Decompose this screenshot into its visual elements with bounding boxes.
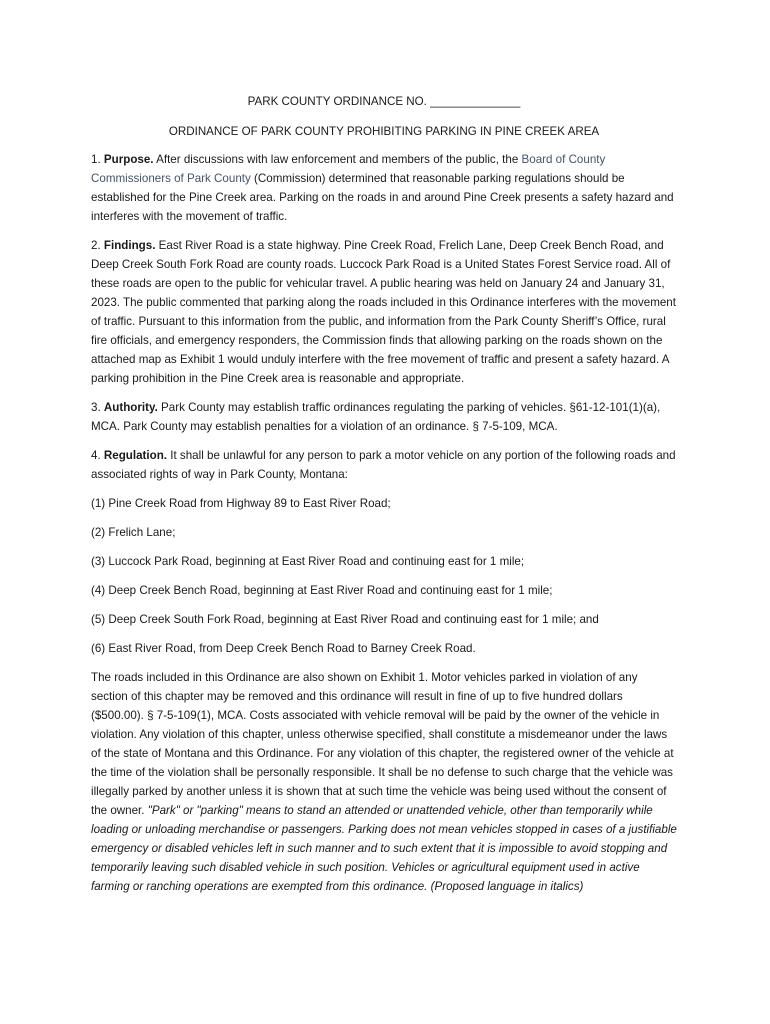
section-text: Park County may establish traffic ordinances regulating the parking of vehicles. §61-12-101(1)(a), MCA. Park County may establish penalties for a violation of an ordinance. § 7-5-109, MCA.: [91, 401, 661, 433]
road-list-item: (6) East River Road, from Deep Creek Bench Road to Barney Creek Road.: [91, 642, 476, 655]
closing-text: The roads included in this Ordinance are also shown on Exhibit 1. Motor vehicles parked in violation of any section of this chapter may be removed and this ordinance will result in fine of up to five hundred dollars ($500.00). § 7-5-109(1), MCA. Costs associated with vehicle removal will be paid by the owner of the vehicle in violation. Any violation of this chapter, unless otherwise specified, shall constitute a misdemeanor under the laws of the state of Montana and this Ordinance. For any violation of this chapter, the registered owner of the vehicle at the time of the violation shall be personally responsible. It shall be no defense to such charge that the vehicle was illegally parked by another unless it is shown that at such time the vehicle was being used without the consent of the owner.: [91, 671, 674, 817]
section-heading: Authority.: [103, 401, 158, 414]
section-text: (Commission) determined that reasonable parking regulations should be established for the Pine Creek area. Parking on the roads in and around Pine Creek presents a safety hazard and interferes with the movement of traffic.: [91, 172, 674, 223]
section-number: 4.: [91, 449, 101, 462]
section-number: 2.: [91, 239, 101, 252]
section-closing: [91, 668, 677, 896]
section-number: 1.: [91, 153, 101, 166]
proposed-italic-text: "Park" or "parking" means to stand an attended or unattended vehicle, other than temporarily while loading or unloading merchandise or passengers. Parking does not mean vehicles stopped in cases of a justifiable emergency or disabled vehicles left in such manner and to such extent that it is impossible to avoid stopping and temporarily leaving such disabled vehicle in such position. Vehicles or agricultural equipment used in active farming or ranching operations are exempted from this ordinance. (Proposed language in italics): [91, 804, 677, 893]
road-list-item: (5) Deep Creek South Fork Road, beginning at East River Road and continuing east for 1 mile; and: [91, 613, 599, 626]
section-regulation: [91, 446, 677, 484]
section-findings: [91, 236, 677, 388]
section-text: After discussions with law enforcement and members of the public, the: [156, 153, 519, 166]
road-list-item: (4) Deep Creek Bench Road, beginning at East River Road and continuing east for 1 mile;: [91, 584, 553, 597]
road-list-item: (1) Pine Creek Road from Highway 89 to East River Road;: [91, 497, 391, 510]
section-purpose: [91, 150, 677, 226]
section-text: East River Road is a state highway. Pine Creek Road, Frelich Lane, Deep Creek Bench Road, and Deep Creek South Fork Road are county roads. Luccock Park Road is a United States Forest Service road. All of these roads are open to the public for vehicular travel. A public hearing was held on January 24 and January 31, 2023. The public commented that parking along the roads included in this Ordinance interferes with the movement of traffic. Pursuant to this information from the public, and information from the Park County Sheriff’s Office, rural fire officials, and emergency responders, the Commission finds that allowing parking on the roads shown on the attached map as Exhibit 1 would unduly interfere with the free movement of traffic and present a safety hazard. A parking prohibition in the Pine Creek area is reasonable and appropriate.: [91, 239, 676, 385]
ordinance-number-heading: PARK COUNTY ORDINANCE NO. ______________: [247, 95, 521, 108]
section-authority: [91, 398, 677, 436]
board-name: Board of County Commissioners of Park County: [91, 153, 606, 185]
section-heading: Regulation.: [103, 449, 168, 462]
road-list-item: (3) Luccock Park Road, beginning at East River Road and continuing east for 1 mile;: [91, 555, 525, 568]
road-list-item: (2) Frelich Lane;: [91, 526, 176, 539]
ordinance-title: ORDINANCE OF PARK COUNTY PROHIBITING PARKING IN PINE CREEK AREA: [168, 125, 600, 138]
section-heading: Purpose.: [103, 153, 154, 166]
section-text: It shall be unlawful for any person to park a motor vehicle on any portion of the following roads and associated rights of way in Park County, Montana:: [91, 449, 676, 481]
ordinance-page: [91, 92, 677, 906]
section-number: 3.: [91, 401, 101, 414]
section-heading: Findings.: [103, 239, 156, 252]
